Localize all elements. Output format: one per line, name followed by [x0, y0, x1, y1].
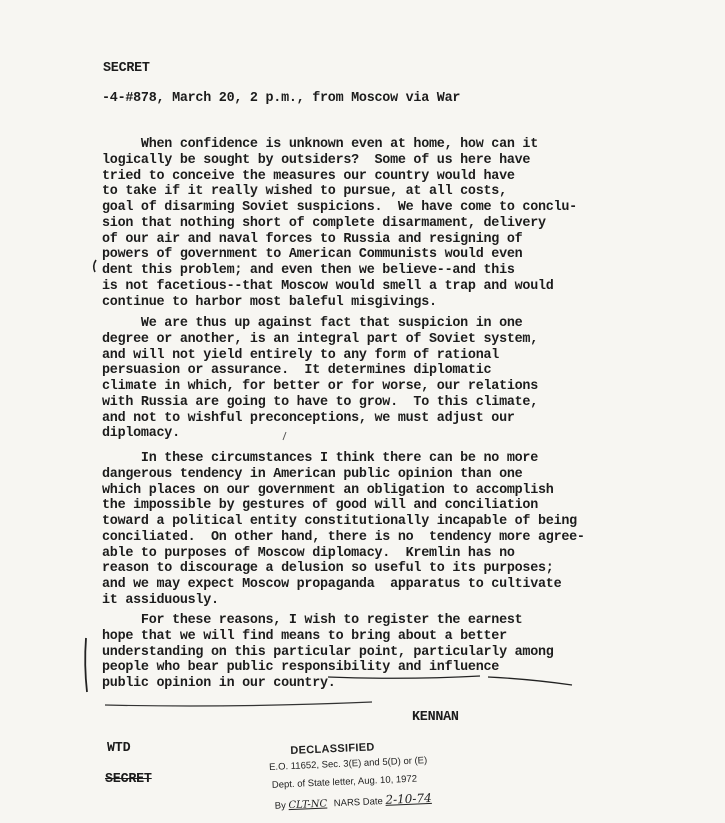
text-line: hope that we will find means to bring about a better: [102, 628, 507, 644]
margin-paren-mark: [94, 260, 96, 272]
underline-responsibility: [328, 676, 480, 678]
stamp-nars-label: NARS Date: [333, 796, 384, 810]
text-line: and not to wishful preconceptions, we must adjust our: [102, 410, 515, 426]
text-line: climate in which, for better or for worse, our relations: [102, 379, 538, 394]
text-line: dangerous tendency in American public opinion than one: [102, 466, 523, 482]
margin-bracket-line: [85, 638, 87, 692]
text-line: and will not yield entirely to any form of rational: [102, 347, 500, 363]
classification-bottom: SECRET: [105, 772, 152, 787]
text-line: powers of government to American Communists would even: [102, 247, 523, 263]
text-line: When confidence is unknown even at home, how can it: [102, 137, 538, 152]
text-line: it assiduously.: [102, 592, 219, 608]
tick-mark: [283, 432, 286, 440]
text-line: degree or another, is an integral part of Soviet system,: [102, 331, 538, 347]
stamp-authority: E.O. 11652, Sec. 3(E) and 5(D) or (E): [268, 755, 428, 773]
text-line: tried to conceive the measures our country would have: [102, 168, 515, 184]
text-line: In these circumstances I think there can be no more: [102, 451, 538, 466]
text-line: sion that nothing short of complete disarmament, delivery: [102, 215, 546, 231]
text-line: conciliated. On other hand, there is no tendency more agree-: [102, 529, 585, 545]
classification-top: SECRET: [103, 61, 150, 76]
dateline: -4-#878, March 20, 2 p.m., from Moscow via War: [102, 91, 461, 106]
text-line: with Russia are going to have to grow. To this climate,: [102, 394, 538, 410]
text-line: For these reasons, I wish to register the earnest: [102, 613, 523, 628]
underline-public-opinion: [105, 702, 372, 706]
routing-code: WTD: [107, 741, 131, 756]
text-line: continue to harbor most baleful misgivings.: [102, 294, 437, 310]
stamp-initials: CLT-NC: [288, 798, 328, 812]
text-line: is not facetious--that Moscow would smell a trap and would: [102, 278, 554, 294]
stamp-title: DECLASSIFIED: [290, 741, 375, 758]
text-line: understanding on this particular point, particularly among: [102, 644, 554, 660]
text-line: persuasion or assurance. It determines diplomatic: [102, 363, 492, 379]
text-line: toward a political entity constitutionally incapable of being: [102, 514, 577, 529]
text-line: the impossible by gestures of good will and conciliation: [102, 498, 538, 514]
text-line: and we may expect Moscow propaganda apparatus to cultivate: [102, 577, 562, 592]
text-line: which places on our government an obligation to accomplish: [102, 482, 554, 498]
text-line: We are thus up against fact that suspicion in one: [102, 316, 523, 331]
text-line: reason to discourage a delusion so useful to its purposes;: [102, 561, 554, 577]
text-line: goal of disarming Soviet suspicions. We have come to conclu-: [102, 200, 577, 215]
text-line: able to purposes of Moscow diplomacy. Kremlin has no: [102, 545, 515, 561]
stamp-nars-date: 2-10-74: [385, 790, 432, 807]
text-line: to take if it really wished to pursue, at all costs,: [102, 184, 507, 200]
text-line: dent this problem; and even then we believe--and this: [102, 263, 515, 278]
text-line: diplomacy.: [102, 426, 180, 442]
text-line: people who bear public responsibility and influence: [102, 660, 500, 676]
text-line: logically be sought by outsiders? Some of us here have: [102, 152, 531, 168]
text-line: of our air and naval forces to Russia and resigning of: [102, 231, 523, 247]
underline-influence: [488, 677, 572, 685]
stamp-by-label: By: [274, 800, 287, 812]
signature: KENNAN: [412, 710, 459, 725]
text-line: public opinion in our country.: [102, 676, 336, 691]
stamp-letter: Dept. of State letter, Aug. 10, 1972: [271, 773, 418, 791]
